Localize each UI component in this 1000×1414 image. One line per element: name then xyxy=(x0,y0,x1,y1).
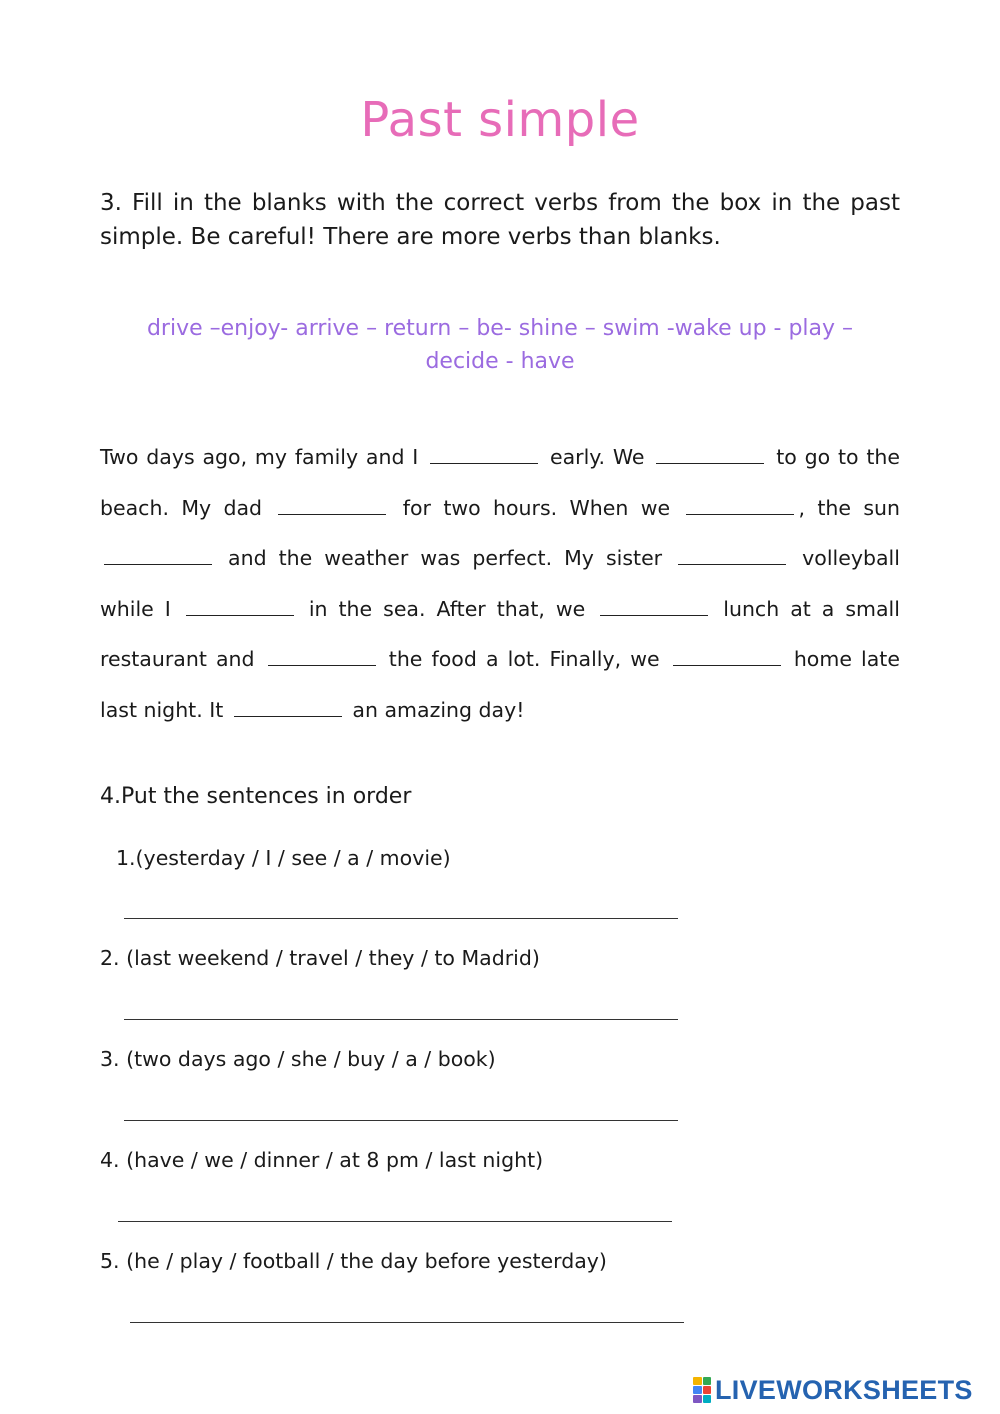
text-segment: early. We xyxy=(550,445,645,469)
liveworksheets-logo-icon xyxy=(693,1377,711,1403)
order-item-2: 2. (last weekend / travel / they / to Madrid) xyxy=(100,946,540,970)
order-item-1: 1.(yesterday / I / see / a / movie) xyxy=(116,846,451,870)
answer-blank-7[interactable] xyxy=(186,601,294,616)
text-segment: an amazing day! xyxy=(352,697,525,722)
text-segment: the food a lot. Finally, we xyxy=(388,647,660,671)
text-segment: for two hours. When we xyxy=(402,495,671,520)
logo-text: LIVEWORKSHEETS xyxy=(715,1374,973,1405)
text-segment: , the sun xyxy=(798,495,901,520)
word-box-line-1: drive –enjoy- arrive – return – be- shine – swim -wake up - play – xyxy=(146,316,854,341)
answer-line-4[interactable] xyxy=(118,1221,672,1222)
answer-blank-1[interactable] xyxy=(430,449,538,464)
page-title: Past simple xyxy=(360,92,640,148)
answer-line-5[interactable] xyxy=(130,1322,684,1323)
text-segment: Two days ago, my family and I xyxy=(100,445,419,469)
text-segment: lunch at a small restaurant and xyxy=(100,596,900,671)
answer-blank-10[interactable] xyxy=(673,651,781,666)
exercise-4-title: 4.Put the sentences in order xyxy=(100,784,412,809)
order-item-5: 5. (he / play / football / the day before yesterday) xyxy=(100,1249,607,1273)
answer-line-2[interactable] xyxy=(124,1019,678,1020)
answer-blank-4[interactable] xyxy=(686,500,794,515)
text-segment: and the weather was perfect. My sister xyxy=(228,546,663,570)
text-segment: to go to the beach. My dad xyxy=(100,445,900,520)
order-item-4: 4. (have / we / dinner / at 8 pm / last night) xyxy=(100,1148,544,1172)
answer-blank-8[interactable] xyxy=(600,601,708,616)
liveworksheets-logo[interactable] xyxy=(693,1374,973,1406)
text-segment: home late last night. It xyxy=(100,647,900,722)
order-item-3: 3. (two days ago / she / buy / a / book) xyxy=(100,1047,496,1071)
word-box-line-2: decide - have xyxy=(425,349,575,374)
verb-word-box xyxy=(100,312,900,378)
answer-line-3[interactable] xyxy=(124,1120,678,1121)
answer-blank-6[interactable] xyxy=(678,550,786,565)
answer-blank-11[interactable] xyxy=(234,702,342,717)
answer-blank-9[interactable] xyxy=(268,651,376,666)
answer-blank-5[interactable] xyxy=(104,550,212,565)
exercise-3-instructions: 3. Fill in the blanks with the correct verbs from the box in the past simple. Be careful! There are more verbs than blanks. xyxy=(100,190,900,250)
answer-blank-2[interactable] xyxy=(656,449,764,464)
answer-blank-3[interactable] xyxy=(278,500,386,515)
answer-line-1[interactable] xyxy=(124,918,678,919)
fill-in-paragraph xyxy=(100,432,900,735)
text-segment: volleyball while I xyxy=(100,546,900,621)
text-segment: in the sea. After that, we xyxy=(308,596,586,621)
